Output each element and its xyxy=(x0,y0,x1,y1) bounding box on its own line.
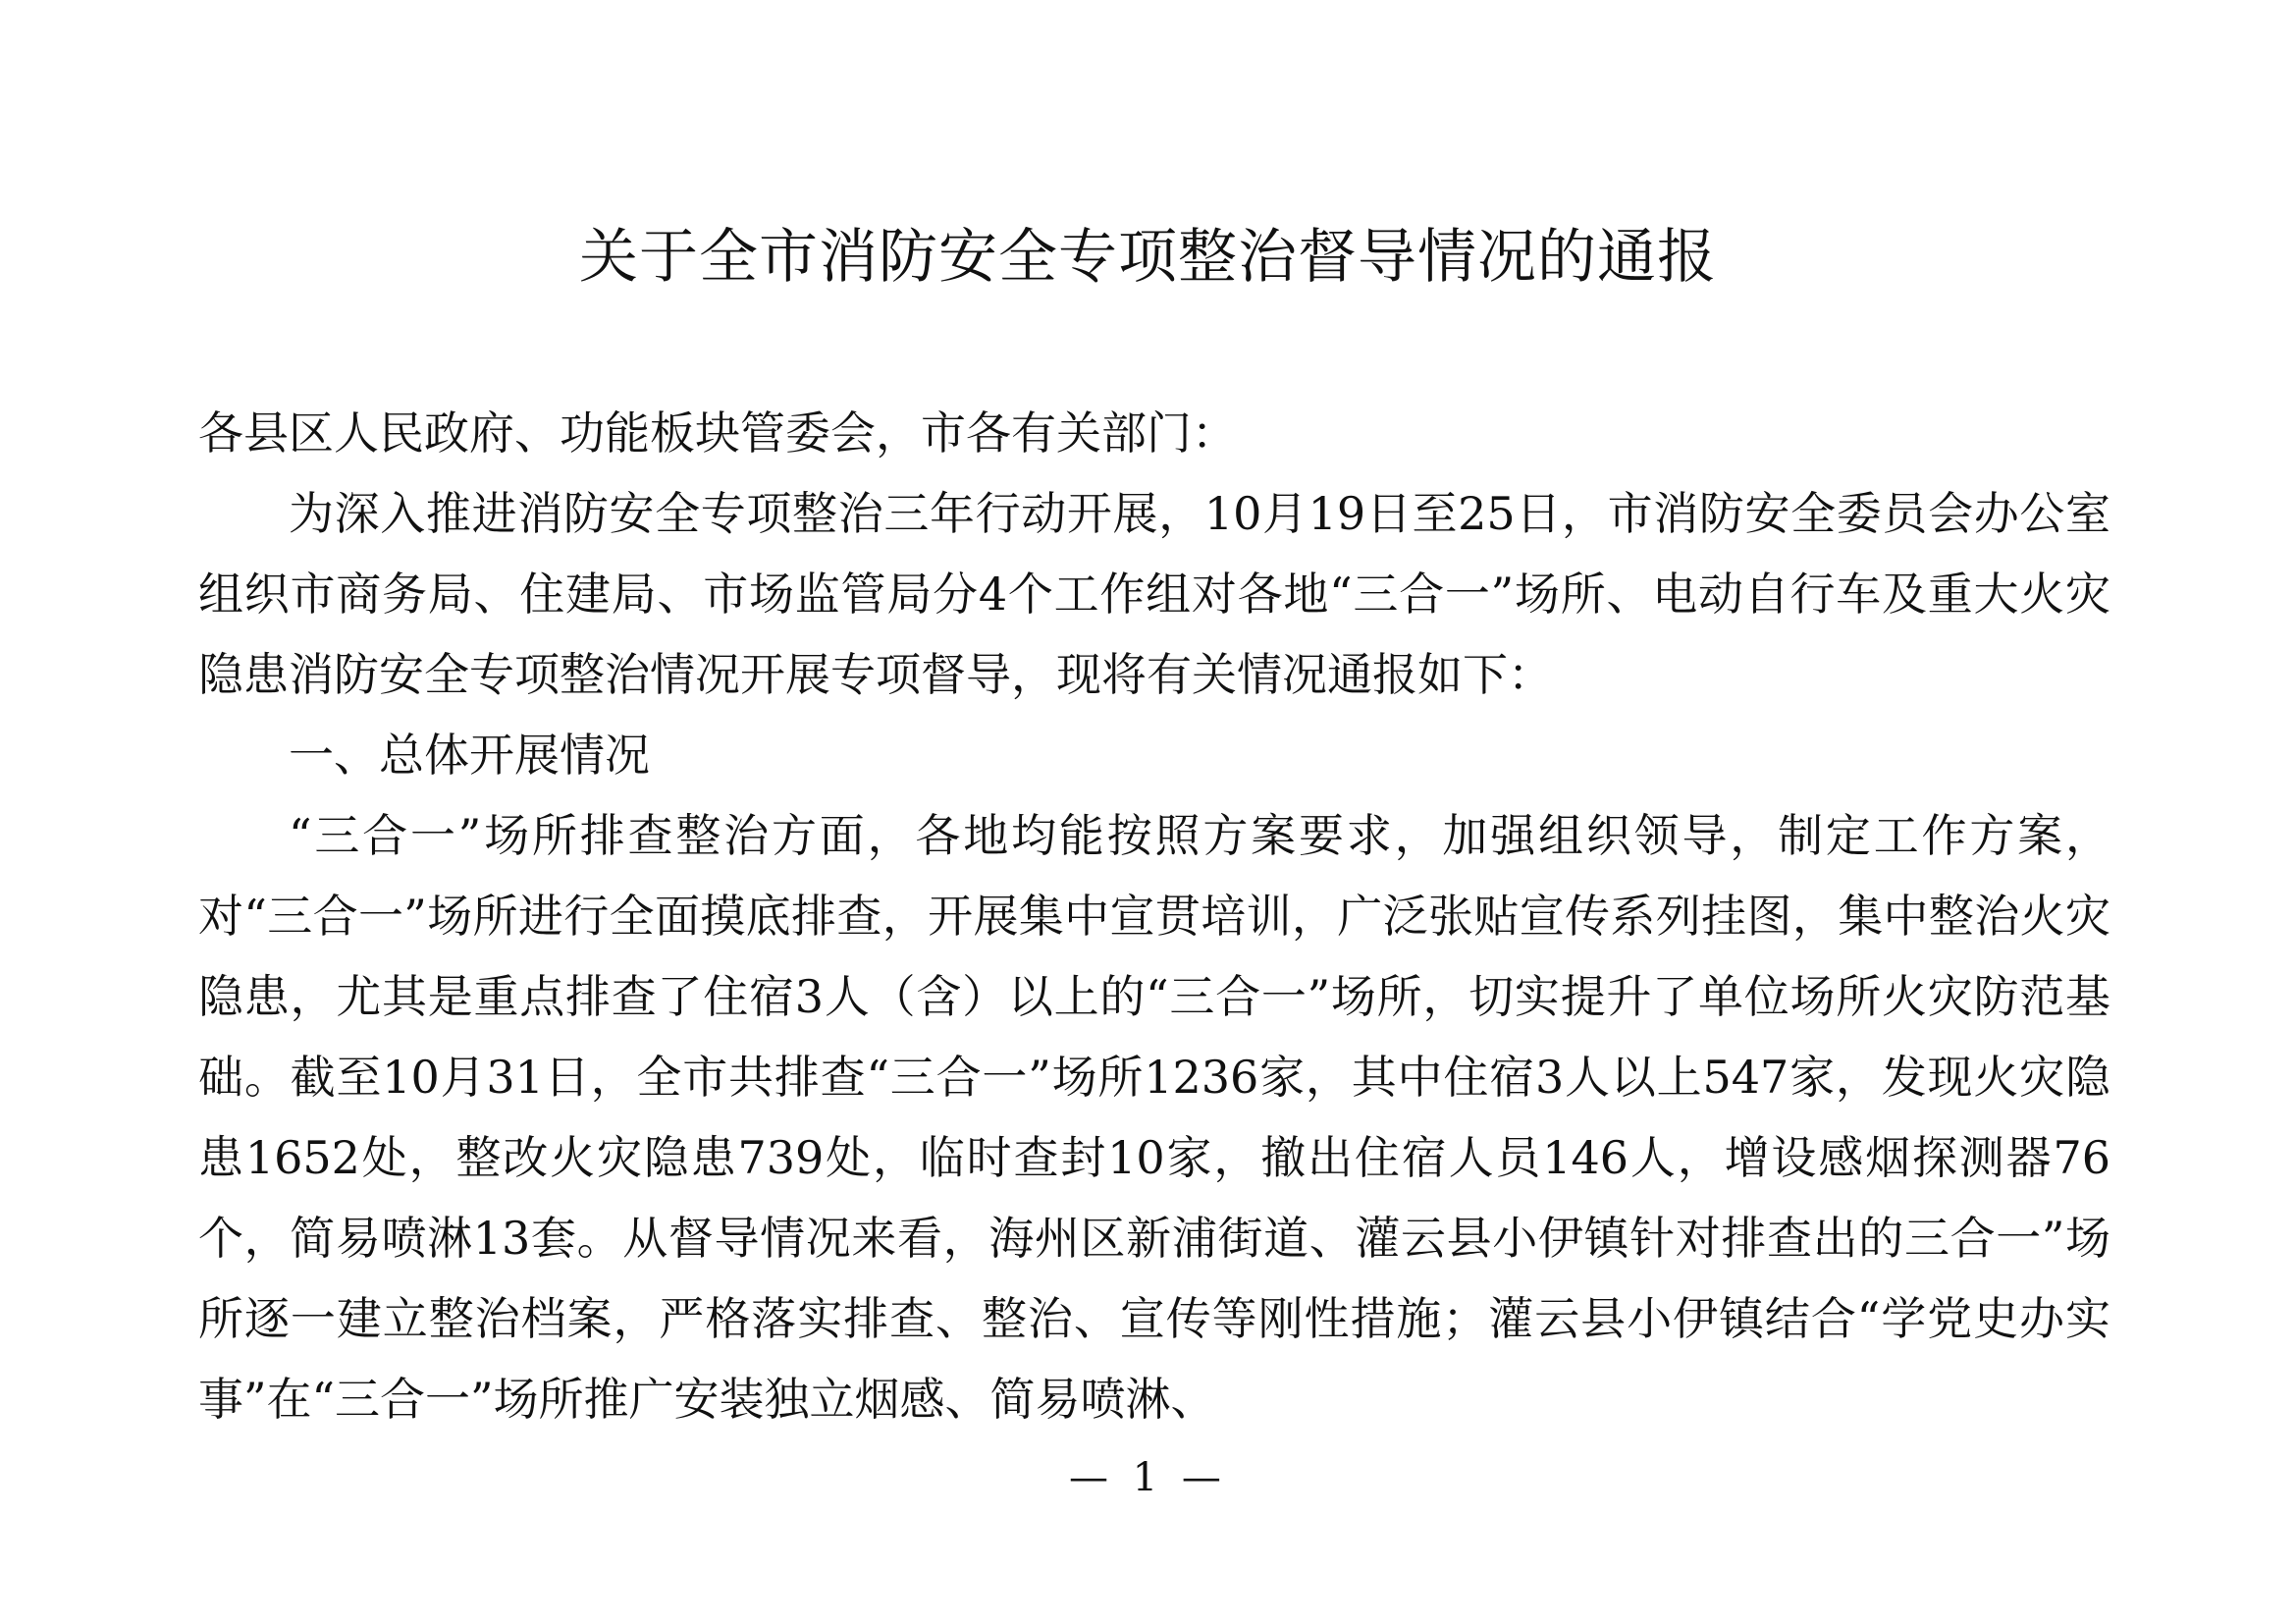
intro-paragraph: 为深入推进消防安全专项整治三年行动开展，10月19日至25日，市消防安全委员会办公室组织市商务局、住建局、市场监管局分4个工作组对各地“三合一”场所、电动自行车及重大火灾隐患消防安全专项整治情况开展专项督导，现将有关情况通报如下： xyxy=(198,487,2110,701)
body-paragraph: “三合一”场所排查整治方面，各地均能按照方案要求，加强组织领导，制定工作方案，对“三合一”场所进行全面摸底排查，开展集中宣贯培训，广泛张贴宣传系列挂图，集中整治火灾隐患，尤其是重点排查了住宿3人（含）以上的“三合一”场所，切实提升了单位场所火灾防范基础。截至10月31日，全市共排查“三合一”场所1236家，其中住宿3人以上547家，发现火灾隐患1652处，整改火灾隐患739处，临时查封10家，撤出住宿人员146人，增设感烟探测器76个，简易喷淋13套。从督导情况来看，海州区新浦街道、灌云县小伊镇针对排查出的三合一”场所逐一建立整治档案，严格落实排查、整治、宣传等刚性措施；灌云县小伊镇结合“学党史办实事”在“三合一”场所推广安装独立烟感、简易喷淋、 xyxy=(198,809,2110,1426)
section-heading: 一、总体开展情况 xyxy=(289,729,650,782)
document-body xyxy=(198,393,2110,1439)
document-title: 关于全市消防安全专项整治督导情况的通报 xyxy=(579,223,1717,292)
page-number: — 1 — xyxy=(1069,1455,1227,1500)
salutation: 各县区人民政府、功能板块管委会，市各有关部门： xyxy=(198,406,1237,460)
